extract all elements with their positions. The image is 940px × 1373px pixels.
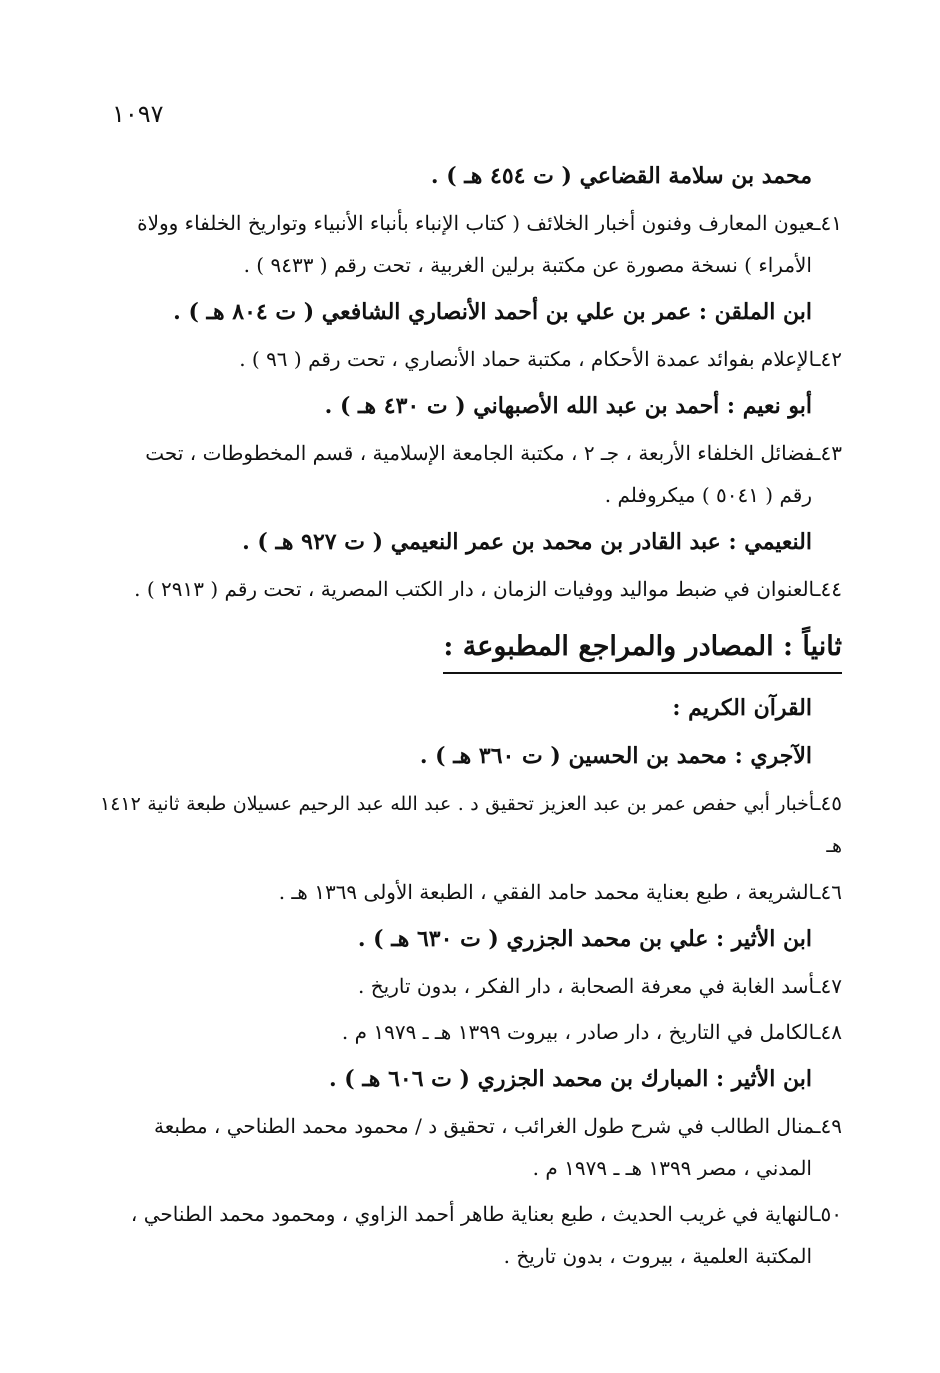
- entry-text-continued: المدني ، مصر ١٣٩٩ هـ ـ ١٩٧٩ م .: [532, 1156, 812, 1180]
- entry-number: ٤٧ـ: [814, 974, 842, 998]
- entry-number: ٥٠ـ: [814, 1202, 842, 1226]
- bibliography-entry-42: [100, 338, 842, 380]
- author-heading: محمد بن سلامة القضاعي ( ت ٤٥٤ هـ ) .: [430, 163, 812, 189]
- bibliography: [100, 150, 842, 1281]
- author-heading: أبو نعيم : أحمد بن عبد الله الأصبهاني ( ت ٤٣٠ هـ ) .: [324, 393, 812, 419]
- entry-text: عيون المعارف وفنون أخبار الخلائف ( كتاب الإنباء بأنباء الأنبياء وتواريخ الخلفاء وولاة: [137, 211, 815, 235]
- bibliography-entry-46: [100, 871, 842, 913]
- entry-number: ٤٦ـ: [814, 880, 842, 904]
- entry-number: ٤٩ـ: [814, 1114, 842, 1138]
- entry-number: ٤٤ـ: [814, 577, 842, 601]
- entry-text-continued: الأمراء ) نسخة مصورة عن مكتبة برلين الغربية ، تحت رقم ( ٩٤٣٣ ) .: [243, 253, 812, 277]
- page-number: ١٠٩٧: [112, 100, 164, 128]
- author-heading: الآجري : محمد بن الحسين ( ت ٣٦٠ هـ ) .: [419, 743, 812, 769]
- quran-label: القرآن الكريم :: [672, 695, 812, 721]
- bibliography-entry-47: [100, 965, 842, 1007]
- entry-number: ٤٢ـ: [814, 347, 842, 371]
- entry-text: فضائل الخلفاء الأربعة ، جـ ٢ ، مكتبة الجامعة الإسلامية ، قسم المخطوطات ، تحت: [145, 441, 815, 465]
- entry-text: النهاية في غريب الحديث ، طبع بعناية طاهر أحمد الزاوي ، ومحمود محمد الطناحي ،: [130, 1202, 815, 1226]
- entry-text: الكامل في التاريخ ، دار صادر ، بيروت ١٣٩٩ هـ ـ ١٩٧٩ م .: [341, 1020, 815, 1044]
- entry-text: العنوان في ضبط مواليد ووفيات الزمان ، دار الكتب المصرية ، تحت رقم ( ٢٩١٣ ) .: [134, 577, 815, 601]
- author-heading: ابن الملقن : عمر بن علي بن أحمد الأنصاري الشافعي ( ت ٨٠٤ هـ ) .: [173, 299, 812, 325]
- bibliography-entry-49: [100, 1105, 842, 1189]
- section-heading: ثانياً : المصادر والمراجع المطبوعة :: [443, 624, 842, 674]
- bibliography-entry-48: [100, 1011, 842, 1053]
- author-heading: ابن الأثير : المبارك بن محمد الجزري ( ت ٦٠٦ هـ ) .: [328, 1066, 812, 1092]
- bibliography-entry-43: [100, 432, 842, 516]
- entry-number: ٤٨ـ: [814, 1020, 842, 1044]
- bibliography-entry-45: [100, 782, 842, 867]
- entry-number: ٤٣ـ: [814, 441, 842, 465]
- entry-text: أسد الغابة في معرفة الصحابة ، دار الفكر ، بدون تاريخ .: [358, 974, 815, 998]
- entry-text-continued: المكتبة العلمية ، بيروت ، بدون تاريخ .: [503, 1244, 812, 1268]
- author-heading: ابن الأثير : علي بن محمد الجزري ( ت ٦٣٠ هـ ) .: [357, 926, 812, 952]
- bibliography-entry-44: [100, 568, 842, 610]
- bibliography-entry-41: [100, 202, 842, 286]
- author-heading: النعيمي : عبد القادر بن محمد بن عمر النعيمي ( ت ٩٢٧ هـ ) .: [242, 529, 812, 555]
- bibliography-entry-50: [100, 1193, 842, 1277]
- entry-text: منال الطالب في شرح طول الغرائب ، تحقيق د / محمود محمد الطناحي ، مطبعة: [154, 1114, 815, 1138]
- entry-number: ٤٥ـ: [814, 791, 842, 815]
- entry-text-continued: رقم ( ٥٠٤١ ) ميكروفلم .: [604, 483, 812, 507]
- entry-number: ٤١ـ: [814, 211, 842, 235]
- entry-text: الشريعة ، طبع بعناية محمد حامد الفقي ، الطبعة الأولى ١٣٦٩ هـ .: [278, 880, 815, 904]
- entry-text: الإعلام بفوائد عمدة الأحكام ، مكتبة حماد الأنصاري ، تحت رقم ( ٩٦ ) .: [239, 347, 815, 371]
- entry-text: أخبار أبي حفص عمر بن عبد العزيز تحقيق د . عبد الله عبد الرحيم عسيلان طبعة ثانية ١٤١٢ هـ: [100, 793, 842, 857]
